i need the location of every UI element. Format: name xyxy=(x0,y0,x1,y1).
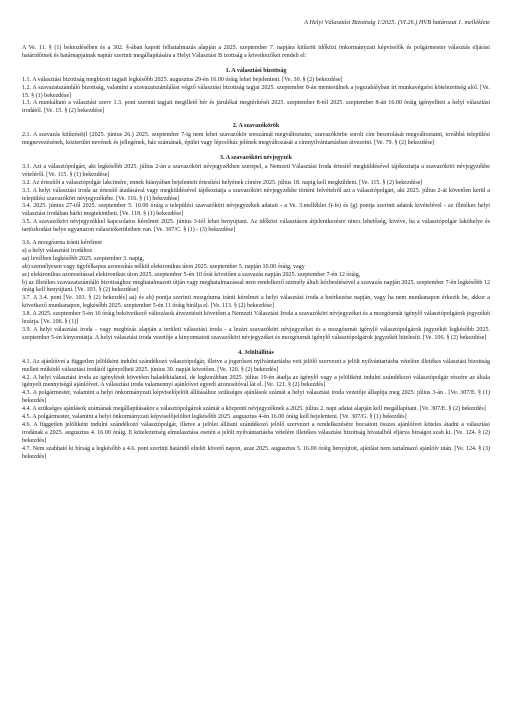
section-title: 2. A szavazókörök xyxy=(232,123,280,130)
paragraph: 4.2. A helyi választási iroda az igénylését követően haladéktalanul, de legkorábban 2025. július 19-én átadja az igénylő vagy a jelöltként indulni szándékozó választópolgár részére az általa igényelt mennyiségű ajánlóívet. A választási iroda valamennyi ajánlóívet egyedi azonosítóval lát el. [Ve. 121. § (2) bekezdés] xyxy=(22,374,490,389)
paragraph: 3.7. A 3.4. pont [Ve. 103. § (2) bekezdés] aa) és ab) pontja szerinti mozgóurna iránti kérelmet a helyi választási iroda a beérkezése napján, vagy ha nem munkanapon érkezik be, akkor a következő munkanapon, legkésőbb 2025. szeptember 5-én 11 óráig bírálja el. [Ve. 113. § (2) bekezdése] xyxy=(22,295,490,310)
paragraph: 1.3. A munkáltató a választási szerv 1.3. pont szerinti tagjait megillető bér és járulékai megtérítését 2025. szeptember 8-tól 2025. szeptember 8-án 16.00 óráig igényelheti a helyi választási irodától. [Ve. 15. § (2) bekezdése] xyxy=(22,100,490,115)
section-title: 3. A szavazóköri névjegyzék xyxy=(220,154,292,161)
spacer xyxy=(22,116,490,121)
paragraph: 4.4. A szükséges ajánlások számának megállapításakor a választópolgárok számát a központi névjegyzéknek a 2025. július 2. napi adatai alapján kell megállapítani. [Ve. 307/E. § (2) bekezdés] xyxy=(22,406,486,413)
paragraph: aa) levélben legkésőbb 2025. szeptember 3. napig, xyxy=(22,255,145,262)
paragraph: 1.1. A választási bizottság megbízott tagjait legkésőbb 2025. augusztus 29-én 16.00 óráig lehet bejelenteni. [Ve. 30. § (2) bekezdése] xyxy=(22,76,343,83)
paragraph: 1.2. A szavazatszámláló bizottság, valamint a szavazatszámlálást végző választási bizottság tagjai 2025. szeptember 8-án mentesülnek a jogszabályban írt munkavégzési kötelezettség alól. [Ve. 15. § (1) bekezdése] xyxy=(22,84,490,99)
paragraph: 2.1. A szavazás kitűzését(l (2025. június 26.) 2025. szeptember 7-ig nem lehet szavazókör sorszámát megváltoztatni, szavazókörbe sorolt cím besorolását megváltoztatni, továbbá települési megnevezésének, közterület nevének és jellegének, ház számának, épület vagy lépcsőház jelének megváltozását a címnyilvántartásban átvezetni. [Ve. 79. § (2) bekezdése] xyxy=(22,132,490,147)
paragraph: 3.6. A mozgóurna iránti kérelmet xyxy=(22,240,102,247)
section-title: 4. Jelöltállítás xyxy=(238,349,274,356)
paragraph: 3.4. 2025. június 27-től 2025. szeptember 5. 10.00 óráig a települési szavazóköri névjegyzékek adatait - a Ve. 3.melléklet f)-fe) és (g) pontja szerinti adatok kivételével - az illetékes helyi választási irodában bárki megtekintheti. [Ve. 118. § (1) bekezdése] xyxy=(22,203,490,218)
section-polling-districts xyxy=(22,123,490,148)
document-header: A Helyi Választási Bizottság 1/2025. (VI.26.) HVB határozat 1. melléklete xyxy=(304,19,490,26)
section-voter-register xyxy=(22,155,490,343)
spacer xyxy=(22,148,490,153)
paragraph: 3.2. Az értesítőt a választópolgár lakcímére, ennek hiányában bejelentett értesítési helyének címére 2025. július 18. napig kell megküldeni. [Ve. 115. § (2) bekezdése] xyxy=(22,179,423,186)
spacer xyxy=(22,343,490,348)
paragraph: 3.8. A 2025. szeptember 5-én 10 óráig bekövetkező változások átvezetését követően a Nemzeti Választási Iroda a szavazóköri névjegyzéket és a mozgóurnát igénylő választópolgárok jegyzékét lezárja. [Ve. 106. § (1)] xyxy=(22,311,490,326)
spacer xyxy=(22,61,490,66)
paragraph: 4.7. Nem szabható ki bírság a legkésőbb a 4.6. pont szerinti határidő eltelét követő napon, azaz 2025. augusztus 5. 16.00 óráig benyújtott, ajánlást nem tartalmazó ajánlóív után. [Ve. 124. § (3) bekezdés] xyxy=(22,445,490,460)
paragraph: b) az illetékes szavazatszámláló bizottsághoz meghatalmazott útján vagy meghatalmazással nem rendelkező személy általi kézbesítésével a szavazás napján 2025. szeptember 7-én legkésőbb 12 óráig kell benyújtani. [Ve. 103. § (2) bekezdése] xyxy=(22,279,490,294)
paragraph: ac) elektronikus azonosítással elektronikus úton 2025. szeptember 5-én 10 órát követően a szavazás napján 2025. szeptember 7-én 12 óráig, xyxy=(22,271,361,278)
section-election-committee xyxy=(22,68,490,116)
paragraph: 3.5. A szavazóköri névjegyzékkel kapcsolatos kérelmet 2025. június 3-tól lehet benyújtani. Az időközi választáson átjelentkezésre nincs lehetőség, kivéve, ha a választópolgár lakóhelye és tartózkodási helye ugyanazon választókerületben van. [Ve. 307/C. § (1) - (3) bekezdése] xyxy=(22,219,490,234)
section-title: 1. A választási bizottság xyxy=(225,67,287,74)
document-body xyxy=(22,45,490,462)
paragraph: ab) személyesen vagy ügyfélkapus azonosítás nélkül elektronikus úton 2025. szeptember 5. napján 10.00 óráig, vagy xyxy=(22,263,305,270)
intro-paragraph: A Ve. 11. § (1) bekezdésében és a 302. §-ában kapott felhatalmazás alapján a 2025. szeptember 7. napjára kitűzött időközi önkormányzati képviselők és polgármester választás eljárási határidőinek és határnapjainak naptár szerinti megállapítására a Helyi Választási B izottság a következőket rendeli el: xyxy=(22,45,490,59)
paragraph: 4.3. A polgármester, valamint a helyi önkormányzati képviselőjelölt állításához szükséges ajánlások számát a helyi választási iroda vezetője állapítja meg 2025. július 3-án . [Ve. 307/E. § (1) bekezdés] xyxy=(22,390,490,405)
paragraph: 3.9. A helyi választási iroda - vagy megbízás alapján a területi választási iroda - a lezárt szavazóköri névjegyzéket és a mozgóurnát igénylő választópolgárok jegyzékét legkésőbb 2025. szeptember 5-én kinyomtatja. A helyi választási iroda vezetője a kinyomtatott szavazóköri névjegyzéket és mozgóurnát igénylő választópolgárok jegyzékét hitelesíti. [Ve. 106. § (2) bekezdése] xyxy=(22,327,490,341)
paragraph: 4.1. Az ajánlóívet a független jelöltként indulni szándékozó választópolgár, illetve a jogerősen nyilvántartásba vett jelölő szervezet a jelölt nyilvántartásba vételére illetékes választási bizottság mellett működő választási irodától igényelheti 2025. június 30. napját követően. [Ve. 120. § (2) bekezdés] xyxy=(22,358,490,373)
paragraph: 4.5. A polgármester, valamint a helyi önkormányzati képviselőjelöltet legkésőbb 2025. augusztus 4-én 16.00 óráig kell bejelenteni. [Ve. 307/G. § (1) bekezdés] xyxy=(22,414,407,421)
paragraph: 4.6. A független jelöltként indulni szándékozó választópolgár, illetve a jelölet állítani szándékozó jelölő szervezet a rendelkezésére bocsátott összes ajánlóívet köteles átadni a választási irodának a 2025. augusztus 4. 16.00 óráig. E kötelezettség elmulasztása esetén a jelölt nyilvántartásba vételére illetékes választási bizottság hivatalból eljárva bírságot szab ki. [Ve. 124. § (2) bekezdés] xyxy=(22,421,490,444)
section-nominations xyxy=(22,350,490,462)
paragraph: 3.1. Azt a választópolgárt, aki legkésőbb 2025. július 2-án a szavazóköri névjegyzékben szerepel, a Nemzeti Választási Iroda értesítő megküldésével tájékoztatja a szavazóköri névjegyzékbe vételéről. [Ve. 115. § (1) bekezdése] xyxy=(22,163,490,178)
paragraph: 3.3. A helyi választási iroda az értesítő átadásával vagy megküldésével tájékoztatja a szavazóköri névjegyzékbe történt felvételről azt a választópolgárt, aki 2025. július 2-át követően kerül a települési szavazóköri névjegyzékébe. [Ve. 116. § (1) bekezdése] xyxy=(22,187,490,202)
paragraph: a) a helyi választási irodához xyxy=(22,247,93,254)
